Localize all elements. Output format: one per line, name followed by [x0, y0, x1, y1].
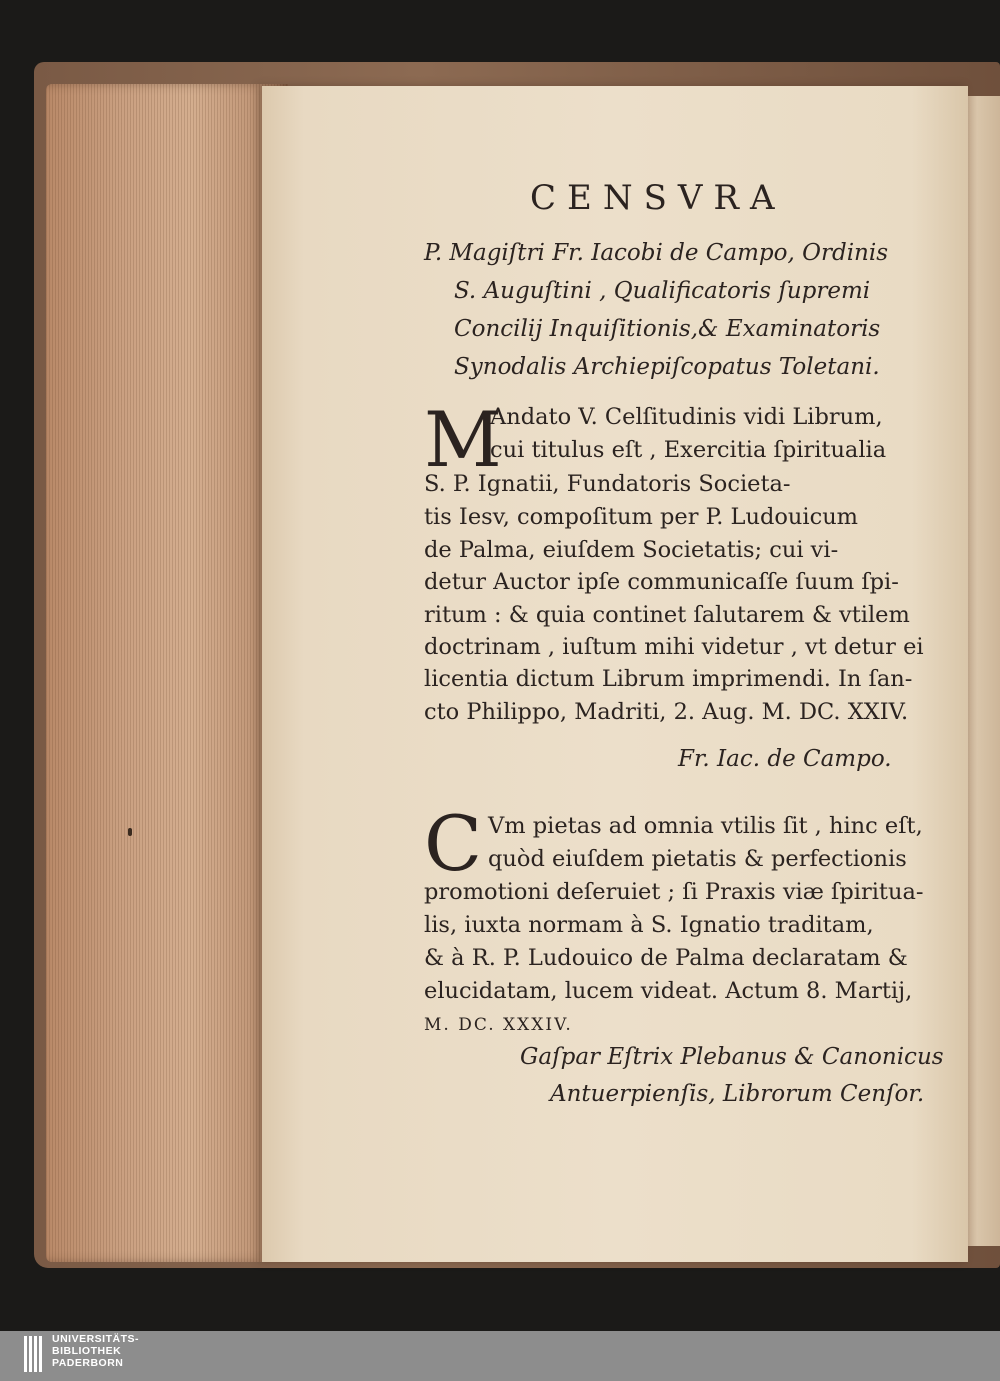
text-line: tis Iesv, compoſitum per P. Ludouicum: [424, 504, 859, 530]
text-line: quòd eiuſdem pietatis & perfectionis: [488, 846, 907, 872]
heading-line: P. Magiſtri Fr. Iacobi de Campo, Ordinis: [424, 240, 889, 266]
page-title: CENSVRA: [530, 178, 786, 218]
drop-cap-c: C: [424, 799, 483, 888]
page-edges: [46, 84, 288, 1262]
drop-cap-m: M: [424, 395, 502, 484]
text-line: detur Auctor ipſe communicaſſe ſuum ſpi-: [424, 569, 899, 595]
text-line: licentia dictum Librum imprimendi. In ſan-: [424, 666, 913, 692]
library-name-line: PADERBORN: [52, 1357, 124, 1369]
heading-line: S. Auguſtini , Qualificatoris ſupremi: [454, 278, 871, 304]
library-logo-icon: [24, 1336, 46, 1372]
signature-line: Gaſpar Eſtrix Plebanus & Canonicus: [520, 1044, 944, 1070]
text-line: ritum : & quia continet ſalutarem & vtilem: [424, 602, 910, 628]
heading-line: Concilij Inquiſitionis,& Examinatoris: [454, 316, 881, 342]
text-line: lis, iuxta normam à S. Ignatio traditam,: [424, 912, 874, 938]
page-edge-mark: [128, 828, 132, 836]
text-line: S. P. Ignatii, Fundatoris Societa-: [424, 471, 791, 497]
text-line: de Palma, eiuſdem Societatis; cui vi-: [424, 537, 839, 563]
heading-line: Synodalis Archiepiſcopatus Toletani.: [454, 354, 880, 380]
signature: Fr. Iac. de Campo.: [678, 746, 892, 772]
footer-bar: [0, 1331, 1000, 1381]
text-line: promotioni deſeruiet ; ſi Praxis viæ ſpiritua-: [424, 879, 924, 905]
text-line: M. DC. XXXIV.: [424, 1015, 573, 1035]
text-line: doctrinam , iuſtum mihi videtur , vt detur ei: [424, 634, 924, 660]
text-line: & à R. P. Ludouico de Palma declaratam &: [424, 945, 908, 971]
text-line: Andato V. Celſitudinis vidi Librum,: [490, 404, 883, 430]
text-line: cui titulus eſt , Exercitia ſpiritualia: [490, 437, 887, 463]
text-line: Vm pietas ad omnia vtilis ſit , hinc eſt,: [488, 813, 923, 839]
library-name-line: BIBLIOTHEK: [52, 1345, 122, 1357]
library-name-line: UNIVERSITÄTS-: [52, 1333, 140, 1345]
text-line: cto Philippo, Madriti, 2. Aug. M. DC. XXIV.: [424, 699, 909, 725]
text-line: elucidatam, lucem videat. Actum 8. Martij,: [424, 978, 913, 1004]
signature-line: Antuerpienſis, Librorum Cenſor.: [550, 1081, 925, 1107]
